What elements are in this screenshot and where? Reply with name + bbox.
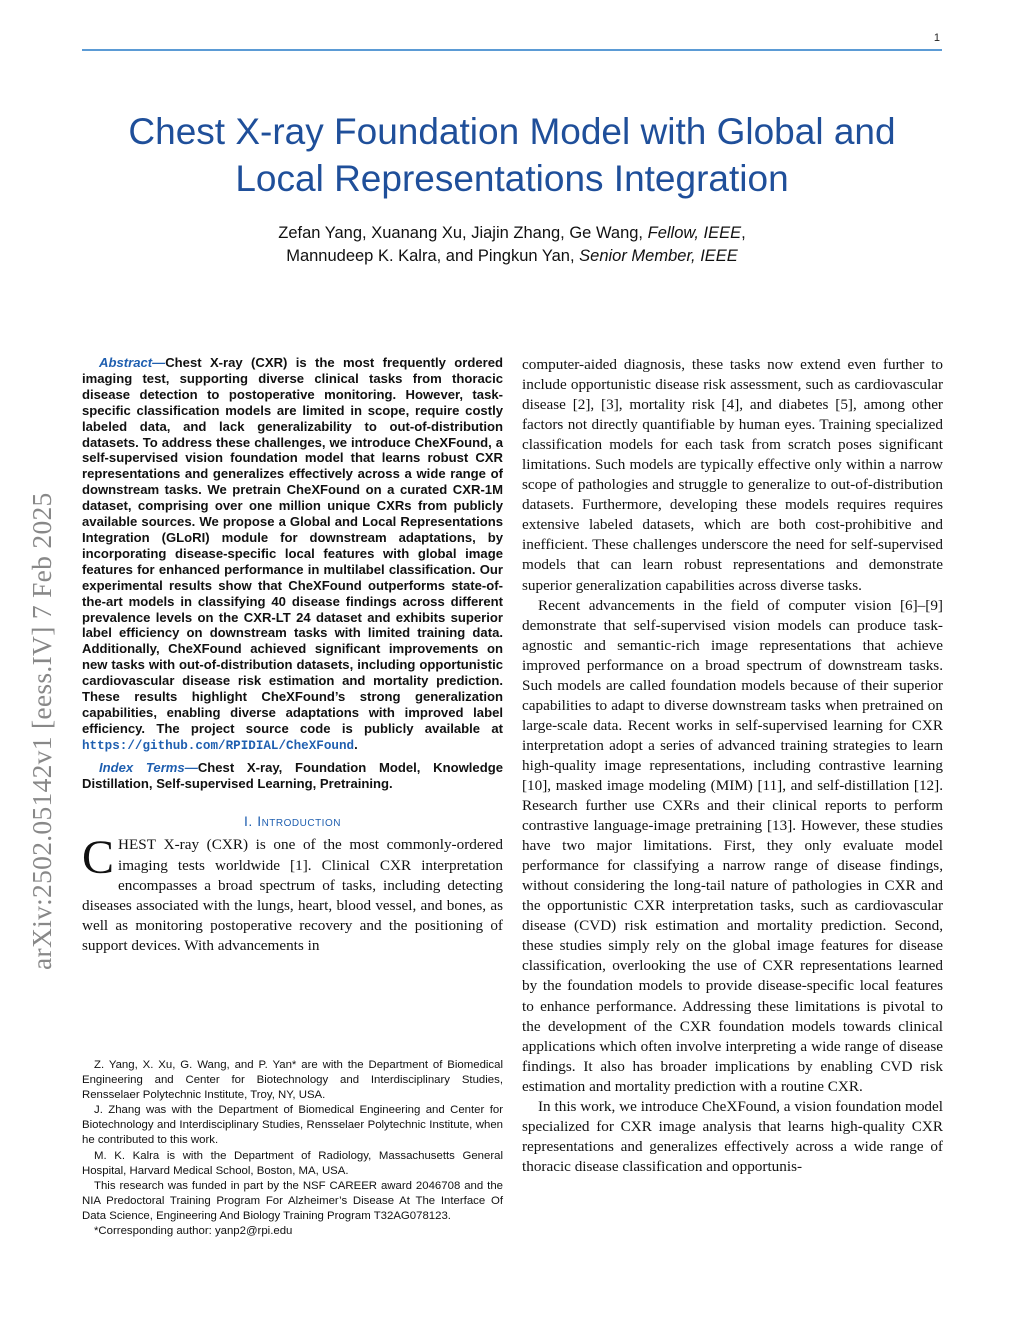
intro-paragraph-2: Recent advancements in the field of computer vision [6]–[9] demonstrate that self-supervised vision models can produce task-agnostic and semantic-rich image representations that achieve improved performance on a broad spectrum of downstream tasks. Such models are called foundation models because of their superior capabilities to adapt to diverse downstream tasks when pretrained on large-scale data. Recent works in self-supervised learning for CXR interpretation adopt a series of advanced training strategies to learn high-quality image representations, including contrastive learning [10], masked image modeling (MIM) [11], and self-distillation [12]. Research further use CXRs and their clinical reports to perform contrastive language-image pretraining [13]. However, these studies have two major limitations. First, they only evaluate model performance for classifying a narrow range of disease findings, without considering the long-tail nature of pathologies in CXR and the opportunistic CXR interpretation tasks, such as cardiovascular disease (CVD) risk estimation and mortality prediction. Second, these studies simply rely on the global image features for disease classification, overlooking the use of CXR representations learned by the foundation models to provide disease-specific local features to enhance performance. Addressing these limitations is pivotal to the development of the CXR foundation models towards clinical applications which often involve interpreting a wide range of disease findings. It also has broader implications by enabling CVD risk estimation and mortality prediction with a routine CXR.: [522, 596, 943, 1095]
authors-line1-tail: ,: [741, 224, 746, 242]
index-terms-text: Chest X-ray, Foundation Model, Knowledge Distillation, Self-supervised Learning, Pretraining.: [82, 759, 503, 791]
footnote-corresponding-author: *Corresponding author: yanp2@rpi.edu: [94, 1225, 293, 1238]
page-number: 1: [933, 32, 940, 44]
index-terms: [82, 760, 503, 792]
header-rule: [82, 49, 942, 51]
intro-first-word: HEST: [118, 836, 156, 854]
abstract: Abstract—Chest X-ray (CXR) is the most frequently ordered imaging test, supporting diverse clinical tasks from thoracic disease detection to postoperative monitoring. However, task-specific classification models are limited in scope, require costly labeled data, and lack generalizability to out-of-distribution datasets. To address these challenges, we introduce CheXFound, a self-supervised vision foundation model that learns robust CXR representations and generalizes effectively across a wide range of downstream tasks. We pretrain CheXFound on a curated CXR-1M dataset, comprising over one million unique CXRs from publicly available sources. We propose a Global and Local Representations Integration (GLoRI) module for downstream adaptations, by incorporating disease-specific local features with global image features for enhanced performance in multilabel classification. Our experimental results show that CheXFound outperforms state-of-the-art models in classifying 40 disease findings across different prevalence levels on the CXR-LT 24 dataset and exhibits superior label efficiency on downstream tasks with limited training data. Additionally, CheXFound achieved significant improvements on new tasks with out-of-distribution datasets, including opportunistic cardiovascular disease risk estimation and mortality prediction. These results highlight CheXFound’s strong generalization capabilities, enabling diverse adaptations with improved label efficiency. The project source code is publicly available at https://github.com/RPIDIAL/CheXFound.: [82, 355, 503, 753]
drop-cap: C: [82, 831, 115, 885]
footnote-affiliation-2: J. Zhang was with the Department of Biomedical Engineering and Center for Biotechnology and Interdisciplinary Studies, Rensselaer Polytechnic Institute, when he contributed to this work.: [82, 1104, 503, 1147]
authors-line1-names: Zefan Yang, Xuanang Xu, Jiajin Zhang, Ge Wang,: [278, 224, 648, 242]
authors-line1-role: Fellow, IEEE: [647, 224, 742, 242]
intro-paragraph-1-end: computer-aided diagnosis, these tasks now extend even further to include opportunistic disease risk assessment, such as cardiovascular disease [2], [3], mortality risk [4], and diabetes [5], among other factors not directly quantifiable by human eyes. Training specialized classification models for each task from scratch poses significant limitations. Such models are typically effective only within a narrow scope of pathologies and struggle to generalize to out-of-distribution datasets. Furthermore, developing these models requires requires extensive labeled datasets, which are both cost-prohibitive and inefficient. These challenges underscore the need for self-supervised models that can learn robust representations and demonstrate superior generalization capabilities across diverse tasks.: [522, 356, 943, 594]
intro-paragraph-3: In this work, we introduce CheXFound, a vision foundation model specialized for CXR image analysis that learns high-quality CXR representations and generalizes effectively across a wide range of thoracic disease classification and opportunis-: [522, 1097, 943, 1175]
source-code-link[interactable]: https://github.com/RPIDIAL/CheXFound: [82, 738, 355, 753]
footnote-funding: This research was funded in part by the NSF CAREER award 2046708 and the NIA Predoctoral Training Program For Alzheimer’s Disease At The Interface Of Data Science, Engineering And Biology Training Program T32AG078123.: [82, 1179, 503, 1222]
arxiv-identifier: arXiv:2502.05142v1 [eess.IV] 7 Feb 2025: [26, 492, 57, 970]
footnote-affiliation-3: M. K. Kalra is with the Department of Radiology, Massachusetts General Hospital, Harvard Medical School, Boston, MA, USA.: [82, 1149, 503, 1177]
intro-paragraph-1-start: CHEST X-ray (CXR) is one of the most commonly-ordered imaging tests worldwide [1]. Clinical CXR interpretation encompasses a broad spectrum of tasks, including detecting diseases associated with the lungs, heart, blood vessel, and bones, as well as monitoring postoperative recovery and the positioning of support devices. With advancements in: [82, 831, 503, 954]
footnote-affiliation-1: Z. Yang, X. Xu, G. Wang, and P. Yan* are with the Department of Biomedical Engineering and Center for Biotechnology and Interdisciplinary Studies, Rensselaer Polytechnic Institute, Troy, NY, USA.: [82, 1059, 503, 1102]
author-list: [60, 222, 964, 268]
footnotes: [82, 1058, 503, 1239]
section-heading-introduction: I. Introduction: [244, 813, 341, 830]
paper-title: [60, 108, 964, 202]
index-terms-label: Index Terms—: [99, 759, 198, 775]
left-column: [82, 355, 503, 956]
authors-line2-names: Mannudeep K. Kalra, and Pingkun Yan,: [286, 247, 580, 265]
right-column: [522, 355, 943, 1177]
abstract-label: Abstract—: [99, 355, 166, 370]
title-line-1: Chest X-ray Foundation Model with Global and: [128, 111, 896, 152]
authors-line2-role: Senior Member, IEEE: [579, 247, 738, 265]
title-line-2: Local Representations Integration: [235, 158, 789, 199]
abstract-text: Chest X-ray (CXR) is the most frequently ordered imaging test, supporting diverse clinical tasks from thoracic disease detection to postoperative monitoring. However, task-specific classification models are limited in scope, require costly labeled data, and lack generalizability to out-of-distribution datasets. To address these challenges, we introduce CheXFound, a self-supervised vision foundation model that learns robust CXR representations and generalizes effectively across a wide range of downstream tasks. We pretrain CheXFound on a curated CXR-1M dataset, comprising over one million unique CXRs from publicly available sources. We propose a Global and Local Representations Integration (GLoRI) module for downstream adaptations, by incorporating disease-specific local features with global image features for enhanced performance in multilabel classification. Our experimental results show that CheXFound outperforms state-of-the-art models in classifying 40 disease findings across different prevalence levels on the CXR-LT 24 dataset and exhibits superior label efficiency on downstream tasks with limited training data. Additionally, CheXFound achieved significant improvements on new tasks with out-of-distribution datasets, including opportunistic cardiovascular disease risk estimation and mortality prediction. These results highlight CheXFound’s strong generalization capabilities, enabling diverse adaptations with improved label efficiency. The project source code is publicly available at: [82, 355, 503, 736]
